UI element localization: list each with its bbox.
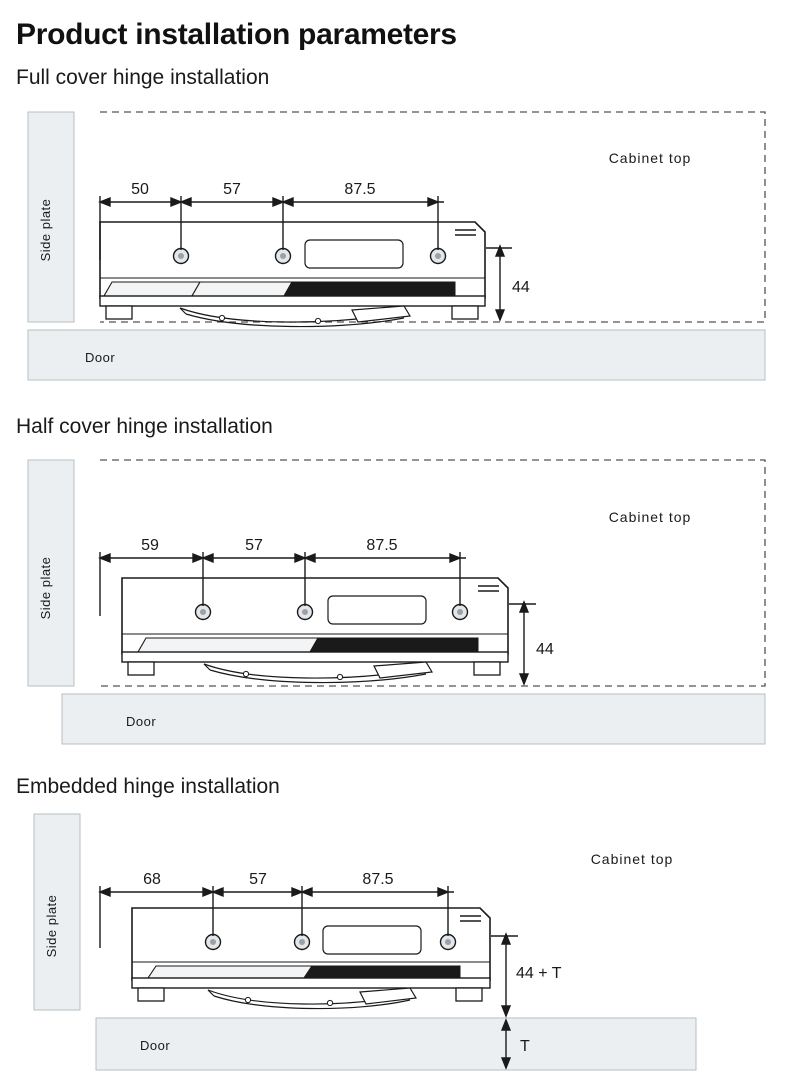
side-plate-label: Side plate bbox=[38, 556, 53, 620]
door-shape bbox=[62, 694, 765, 744]
section-title-full-cover: Full cover hinge installation bbox=[16, 66, 270, 89]
dimension-d2: 57 bbox=[223, 181, 241, 198]
dimension-thickness: T bbox=[520, 1038, 530, 1055]
dimension-line-vertical bbox=[486, 246, 512, 320]
door-label: Door bbox=[85, 350, 116, 365]
diagram-embedded bbox=[0, 808, 790, 1080]
dimension-d2: 57 bbox=[249, 871, 267, 888]
hinge-assembly bbox=[122, 578, 508, 683]
cabinet-top-label: Cabinet top bbox=[608, 509, 692, 525]
hinge-assembly bbox=[100, 222, 485, 327]
side-plate-label: Side plate bbox=[38, 198, 53, 262]
door-label: Door bbox=[126, 714, 157, 729]
dimension-line-vertical-height bbox=[491, 934, 518, 1016]
page-title: Product installation parameters bbox=[16, 18, 457, 51]
dimension-d1: 50 bbox=[131, 181, 149, 198]
dimension-height: 44 bbox=[536, 641, 554, 658]
dimension-d3: 87.5 bbox=[344, 181, 376, 198]
cabinet-top-label: Cabinet top bbox=[590, 851, 674, 867]
diagram-half-cover bbox=[0, 448, 790, 763]
side-plate-label: Side plate bbox=[44, 894, 59, 958]
dimension-d1: 68 bbox=[143, 871, 161, 888]
dimension-height: 44 + T bbox=[516, 965, 562, 982]
door-shape bbox=[96, 1018, 696, 1070]
section-title-embedded: Embedded hinge installation bbox=[16, 775, 280, 798]
dimension-d2: 57 bbox=[245, 537, 263, 554]
dimension-d3: 87.5 bbox=[366, 537, 398, 554]
diagram-full-cover bbox=[0, 100, 790, 400]
cabinet-top-label: Cabinet top bbox=[608, 150, 692, 166]
dimension-d3: 87.5 bbox=[362, 871, 394, 888]
hinge-assembly bbox=[132, 908, 490, 1009]
dimension-d1: 59 bbox=[141, 537, 159, 554]
door-label: Door bbox=[140, 1038, 171, 1053]
dimension-height: 44 bbox=[512, 279, 530, 296]
section-title-half-cover: Half cover hinge installation bbox=[16, 415, 273, 438]
door-shape bbox=[28, 330, 765, 380]
dimension-line-vertical bbox=[509, 602, 536, 684]
